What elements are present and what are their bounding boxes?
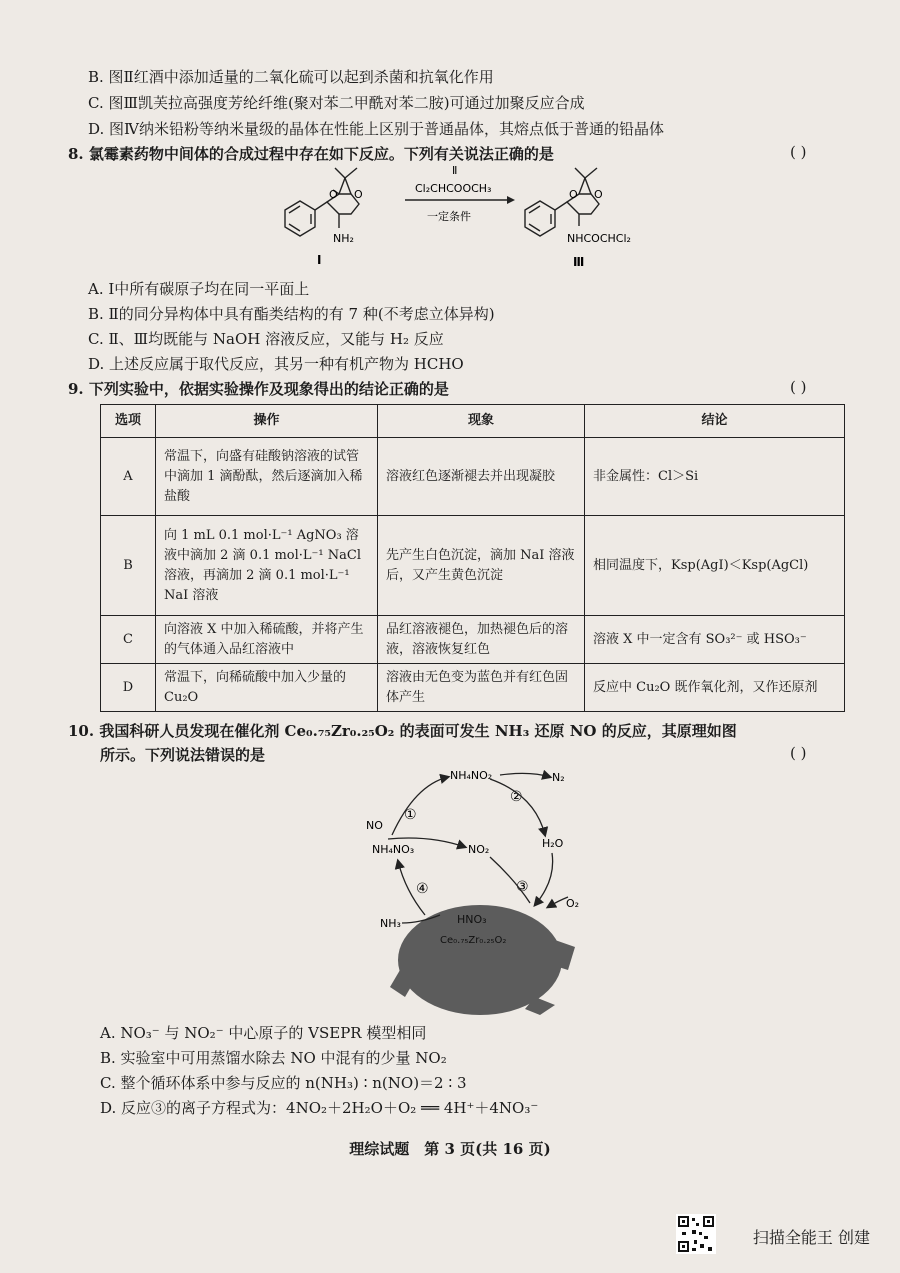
q10-catalytic-cycle-diagram xyxy=(330,765,600,1020)
q10-option-b: B. 实验室中可用蒸馏水除去 NO 中混有的少量 NO₂ xyxy=(100,1049,447,1067)
nh4no2-label: NH₄NO₂ xyxy=(450,769,493,782)
molecule-I-amine: NH₂ xyxy=(333,232,354,245)
no-label: NO xyxy=(366,819,383,832)
q10-option-d: D. 反应③的离子方程式为：4NO₂＋2H₂O＋O₂ ══ 4H⁺＋4NO₃⁻ xyxy=(100,1099,539,1117)
row-c-conclusion: 溶液 X 中一定含有 SO₃²⁻ 或 HSO₃⁻ xyxy=(585,616,845,664)
arrow-to-n2 xyxy=(500,773,550,777)
reaction-arrowhead xyxy=(507,196,515,204)
h2o-label: H₂O xyxy=(542,837,564,850)
molecule-III-structure xyxy=(525,168,599,236)
arrow-o2-in xyxy=(548,897,568,907)
molecule-I-label: Ⅰ xyxy=(317,253,322,267)
step-1-marker: ① xyxy=(404,807,417,823)
page-footer: 理综试题 第 3 页(共 16 页) xyxy=(349,1140,551,1158)
header-phenomenon: 现象 xyxy=(378,405,585,438)
row-d-conclusion: 反应中 Cu₂O 既作氧化剂，又作还原剂 xyxy=(585,664,845,712)
header-operation: 操作 xyxy=(156,405,378,438)
hno3-label: HNO₃ xyxy=(457,913,487,926)
row-b-option: B xyxy=(101,516,156,616)
step-2-marker: ② xyxy=(510,789,523,805)
molecule-III-amide: NHCOCHCl₂ xyxy=(567,232,631,245)
table-row xyxy=(101,438,845,516)
step-3-marker: ③ xyxy=(516,879,529,895)
q10-option-c: C. 整个循环体系中参与反应的 n(NH₃) ∶ n(NO)＝2 ∶ 3 xyxy=(100,1074,467,1092)
q8-answer-paren: ( ) xyxy=(790,143,807,161)
row-d-operation: 常温下，向稀硫酸中加入少量的 Cu₂O xyxy=(156,664,378,712)
row-c-operation: 向溶液 X 中加入稀硫酸，并将产生的气体通入品红溶液中 xyxy=(156,616,378,664)
row-b-operation: 向 1 mL 0.1 mol·L⁻¹ AgNO₃ 溶液中滴加 2 滴 0.1 mol·L⁻¹ NaCl 溶液，再滴加 2 滴 0.1 mol·L⁻¹ NaI 溶液 xyxy=(156,516,378,616)
q8-option-a: A. Ⅰ中所有碳原子均在同一平面上 xyxy=(88,280,310,298)
row-b-conclusion: 相同温度下，Ksp(AgI)＜Ksp(AgCl) xyxy=(585,516,845,616)
catalyst-label: Ce₀.₇₅Zr₀.₂₅O₂ xyxy=(440,935,507,946)
q9-answer-paren: ( ) xyxy=(790,378,807,396)
table-row xyxy=(101,516,845,616)
nh4no3-label: NH₄NO₃ xyxy=(372,843,415,856)
molecule-III-o2: O xyxy=(594,188,603,201)
molecule-I-o1: O xyxy=(329,188,338,201)
n2-label: N₂ xyxy=(552,771,565,784)
step-4-marker: ④ xyxy=(416,881,429,897)
row-d-phenomenon: 溶液由无色变为蓝色并有红色固体产生 xyxy=(378,664,585,712)
arrow-no-to-nh4no2 xyxy=(392,777,448,835)
row-a-conclusion: 非金属性：Cl＞Si xyxy=(585,438,845,516)
q8-option-d: D. 上述反应属于取代反应，其另一种有机产物为 HCHO xyxy=(88,355,464,373)
molecule-III-label: Ⅲ xyxy=(573,255,585,269)
table-row xyxy=(101,664,845,712)
row-c-phenomenon: 品红溶液褪色，加热褪色后的溶液，溶液恢复红色 xyxy=(378,616,585,664)
reagent-label: Ⅱ xyxy=(452,164,458,177)
row-a-option: A xyxy=(101,438,156,516)
q8-option-c: C. Ⅱ、Ⅲ均既能与 NaOH 溶液反应，又能与 H₂ 反应 xyxy=(88,330,444,348)
molecule-I-o2: O xyxy=(354,188,363,201)
scanner-watermark: 扫描全能王 创建 xyxy=(752,1228,870,1247)
q10-stem-line2: 所示。下列说法错误的是 xyxy=(100,746,266,764)
q7-option-b: B. 图Ⅱ红酒中添加适量的二氧化硫可以起到杀菌和抗氧化作用 xyxy=(88,68,494,86)
q7-option-c: C. 图Ⅲ凯芙拉高强度芳纶纤维(聚对苯二甲酰对苯二胺)可通过加聚反应合成 xyxy=(88,94,585,112)
q8-reaction-scheme xyxy=(255,160,675,270)
molecule-I-structure xyxy=(285,168,359,236)
row-d-option: D xyxy=(101,664,156,712)
row-b-phenomenon: 先产生白色沉淀，滴加 NaI 溶液后，又产生黄色沉淀 xyxy=(378,516,585,616)
row-a-operation: 常温下，向盛有硅酸钠溶液的试管中滴加 1 滴酚酞，然后逐滴加入稀盐酸 xyxy=(156,438,378,516)
q10-answer-paren: ( ) xyxy=(790,744,807,762)
q8-option-b: B. Ⅱ的同分异构体中具有酯类结构的有 7 种(不考虑立体异构) xyxy=(88,305,495,323)
q9-stem: 9. 下列实验中，依据实验操作及现象得出的结论正确的是 xyxy=(68,380,449,398)
arrow-to-catalyst xyxy=(535,853,553,905)
row-c-option: C xyxy=(101,616,156,664)
q10-stem-line1: 10. 我国科研人员发现在催化剂 Ce₀.₇₅Zr₀.₂₅O₂ 的表面可发生 NH₃ 还原 NO 的反应，其原理如图 xyxy=(68,722,737,740)
molecule-III-o1: O xyxy=(569,188,578,201)
no2-label: NO₂ xyxy=(468,843,490,856)
table-header-row xyxy=(101,405,845,438)
reaction-condition: 一定条件 xyxy=(427,210,471,223)
q9-experiment-table xyxy=(100,404,845,712)
arrow-to-h2o xyxy=(490,779,545,835)
q7-option-d: D. 图Ⅳ纳米铅粉等纳米量级的晶体在性能上区别于普通晶体，其熔点低于普通的铅晶体 xyxy=(88,120,665,138)
q10-option-a: A. NO₃⁻ 与 NO₂⁻ 中心原子的 VSEPR 模型相同 xyxy=(100,1024,427,1042)
o2-label: O₂ xyxy=(566,897,580,910)
header-option: 选项 xyxy=(101,405,156,438)
reagent-formula: Cl₂CHCOOCH₃ xyxy=(415,182,492,195)
qr-code-icon xyxy=(676,1214,716,1254)
row-a-phenomenon: 溶液红色逐渐褪去并出现凝胶 xyxy=(378,438,585,516)
nh3-label: NH₃ xyxy=(380,917,401,930)
q8-stem: 8. 氯霉素药物中间体的合成过程中存在如下反应。下列有关说法正确的是 xyxy=(68,145,554,163)
table-row xyxy=(101,616,845,664)
header-conclusion: 结论 xyxy=(585,405,845,438)
